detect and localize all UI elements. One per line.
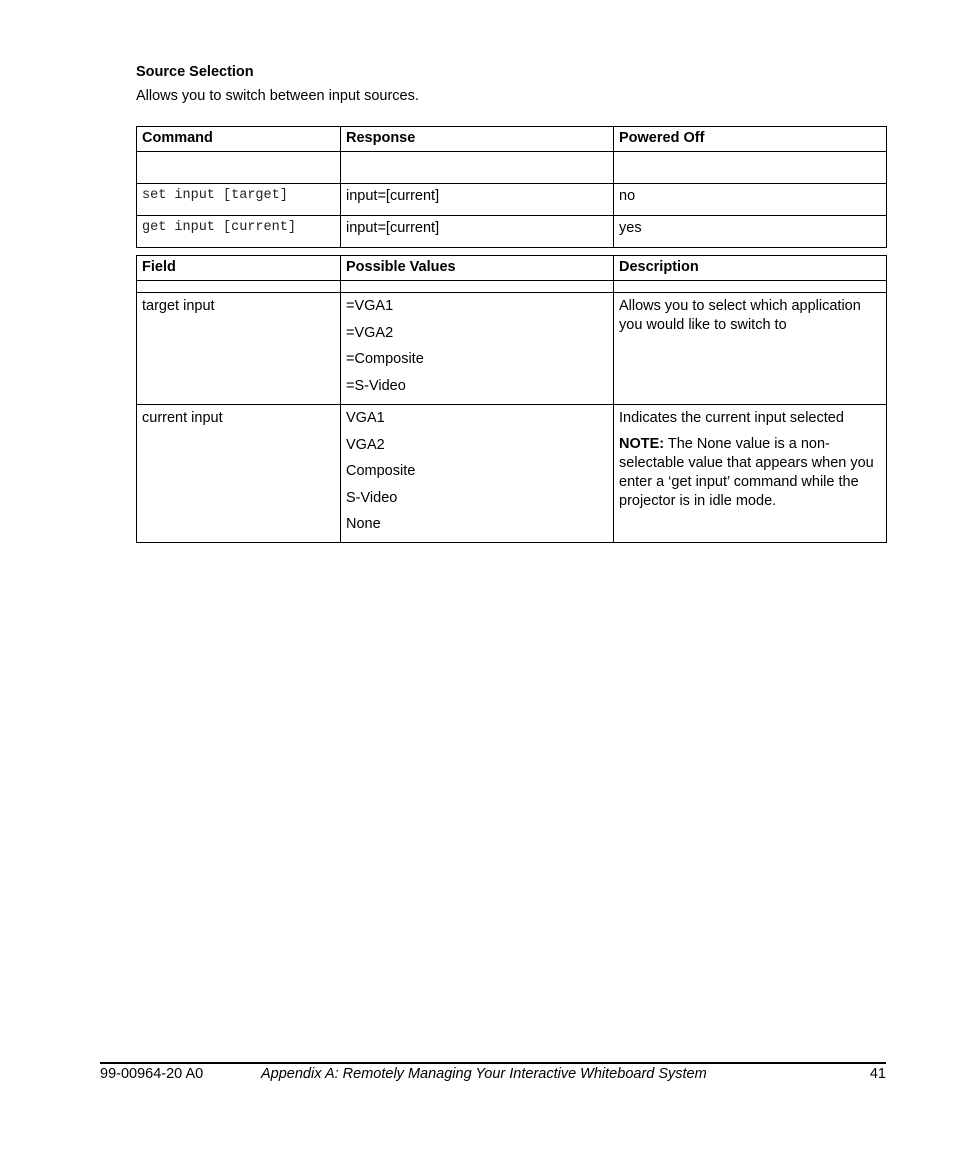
column-header-possible-values: Possible Values — [341, 256, 614, 281]
page-number: 41 — [869, 1066, 886, 1082]
value-item: VGA1 — [346, 410, 385, 426]
possible-values-cell — [341, 405, 614, 543]
command-table — [136, 126, 887, 248]
description-text: Allows you to select which application you would like to switch to — [619, 298, 861, 333]
footer-divider — [100, 1062, 886, 1064]
field-cell: current input — [137, 405, 341, 543]
description-text: Indicates the current input selected — [619, 410, 844, 426]
response-cell: input=[current] — [341, 184, 614, 216]
value-item: VGA2 — [346, 436, 385, 453]
document-id: 99-00964-20 A0 — [100, 1066, 204, 1082]
description-cell — [614, 293, 887, 405]
table-row — [137, 293, 887, 405]
table-header-row — [137, 127, 887, 152]
column-header-response: Response — [341, 127, 614, 152]
table-row — [137, 184, 887, 216]
column-header-powered-off: Powered Off — [614, 127, 887, 152]
column-header-field: Field — [137, 256, 341, 281]
field-cell: target input — [137, 293, 341, 405]
description-cell — [614, 405, 887, 543]
table-row — [137, 216, 887, 248]
table-header-row — [137, 256, 887, 281]
header-separator — [137, 281, 887, 293]
value-item: =VGA2 — [346, 324, 394, 341]
value-item: =S-Video — [346, 377, 406, 394]
section-title: Source Selection — [136, 64, 254, 80]
header-separator — [137, 152, 887, 184]
column-header-command: Command — [137, 127, 341, 152]
field-table — [136, 255, 887, 543]
value-item: =Composite — [346, 351, 424, 367]
command-cell: get input [current] — [137, 216, 341, 248]
column-header-description: Description — [614, 256, 887, 281]
value-item: S-Video — [346, 489, 398, 506]
page-footer — [100, 1066, 886, 1086]
note-label: NOTE: — [619, 436, 665, 452]
section-description: Allows you to switch between input sources. — [136, 88, 419, 104]
powered-off-cell: no — [614, 184, 887, 216]
note-paragraph — [619, 435, 881, 511]
table-row — [137, 405, 887, 543]
response-cell: input=[current] — [341, 216, 614, 248]
possible-values-cell — [341, 293, 614, 405]
footer-title: Appendix A: Remotely Managing Your Interactive Whiteboard System — [261, 1066, 707, 1082]
powered-off-cell: yes — [614, 216, 887, 248]
command-cell: set input [target] — [137, 184, 341, 216]
note-text: The None value is a non-selectable value that appears when you enter a ‘get input’ command while the projector is in idle mode. — [619, 436, 874, 509]
value-item: Composite — [346, 463, 416, 479]
value-item: =VGA1 — [346, 298, 394, 314]
value-item: None — [346, 516, 381, 532]
